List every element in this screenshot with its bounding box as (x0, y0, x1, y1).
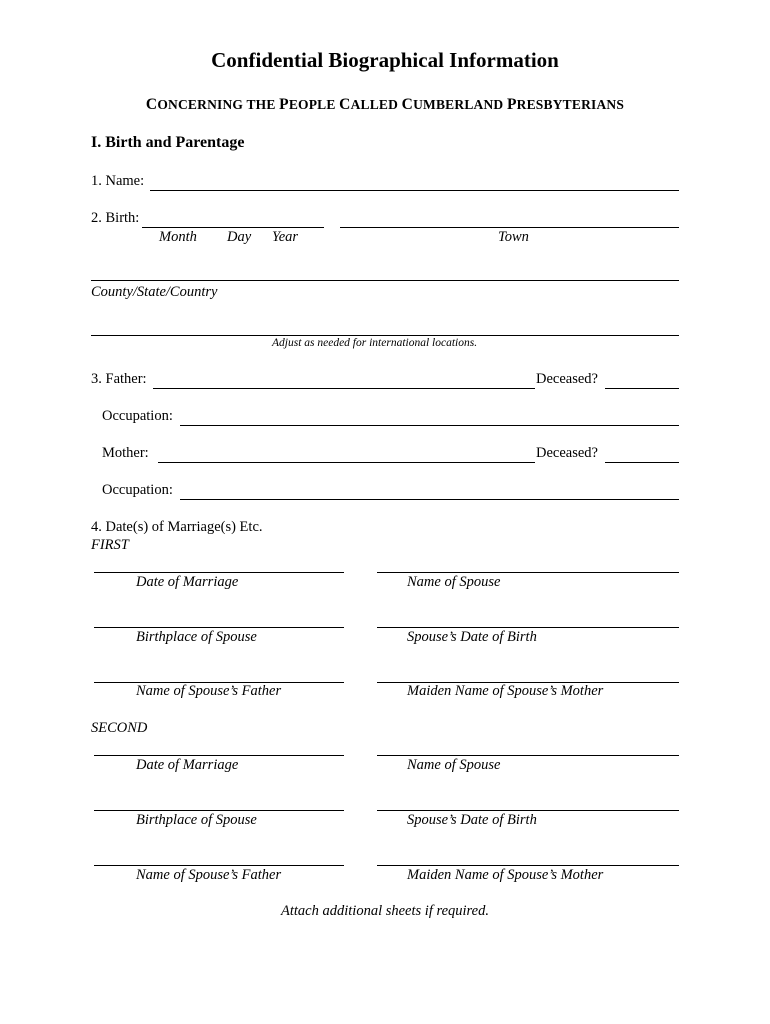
footer-note: Attach additional sheets if required. (281, 903, 489, 919)
second-spouse-father-field[interactable] (94, 849, 344, 866)
subtitle-cap-1: C (145, 96, 158, 113)
subtitle-rest-5: RESBYTERIANS (516, 97, 625, 112)
subtitle-cap-2: P (279, 96, 289, 113)
birth-label: 2. Birth: (91, 210, 140, 226)
birth-year-label: Year (272, 229, 299, 245)
international-note: Adjust as needed for international locations. (272, 337, 478, 349)
subtitle-rest-4: UMBERLAND (413, 97, 507, 112)
second-birthplace-of-spouse-field[interactable] (94, 794, 344, 811)
second-spouse-father-label: Name of Spouse’s Father (136, 867, 282, 883)
mother-name-field[interactable] (158, 446, 535, 463)
second-spouse-mother-label: Maiden Name of Spouse’s Mother (407, 867, 604, 883)
county-state-country-label: County/State/Country (91, 284, 218, 300)
birth-month-label: Month (159, 229, 197, 245)
first-birthplace-of-spouse-field[interactable] (94, 611, 344, 628)
second-date-of-marriage-label: Date of Marriage (136, 757, 239, 773)
father-occupation-field[interactable] (180, 409, 679, 426)
first-spouse-father-field[interactable] (94, 666, 344, 683)
first-spouse-mother-field[interactable] (377, 666, 679, 683)
marriage-label: 4. Date(s) of Marriage(s) Etc. (91, 519, 263, 535)
father-label: 3. Father: (91, 371, 147, 387)
first-date-of-marriage-label: Date of Marriage (136, 574, 239, 590)
birth-town-label: Town (498, 229, 529, 245)
second-marriage-heading: SECOND (91, 720, 148, 736)
birth-town-field[interactable] (340, 211, 679, 228)
subtitle-cap-3: C (339, 96, 351, 113)
name-label: 1. Name: (91, 173, 145, 189)
second-spouse-dob-label: Spouse’s Date of Birth (407, 812, 537, 828)
mother-deceased-field[interactable] (605, 446, 679, 463)
subtitle-rest-2: EOPLE (288, 97, 340, 112)
county-state-country-field[interactable] (91, 264, 679, 281)
second-name-of-spouse-label: Name of Spouse (407, 757, 501, 773)
mother-occupation-label: Occupation: (102, 482, 173, 498)
mother-occupation-field[interactable] (180, 483, 679, 500)
first-name-of-spouse-label: Name of Spouse (407, 574, 501, 590)
birth-date-field[interactable] (142, 211, 324, 228)
father-deceased-field[interactable] (605, 372, 679, 389)
page-title: Confidential Biographical Information (211, 48, 559, 72)
second-spouse-dob-field[interactable] (377, 794, 679, 811)
birth-day-label: Day (227, 229, 252, 245)
first-spouse-father-label: Name of Spouse’s Father (136, 683, 282, 699)
subtitle-rest-3: ALLED (350, 97, 402, 112)
father-occupation-label: Occupation: (102, 408, 173, 424)
first-birthplace-of-spouse-label: Birthplace of Spouse (136, 629, 257, 645)
father-name-field[interactable] (153, 372, 535, 389)
first-spouse-mother-label: Maiden Name of Spouse’s Mother (407, 683, 604, 699)
subtitle-cap-4: C (401, 96, 414, 113)
first-marriage-heading: FIRST (91, 537, 129, 553)
page-subtitle (0, 96, 770, 114)
first-name-of-spouse-field[interactable] (377, 556, 679, 573)
second-date-of-marriage-field[interactable] (94, 739, 344, 756)
second-birthplace-of-spouse-label: Birthplace of Spouse (136, 812, 257, 828)
section-heading: I. Birth and Parentage (91, 134, 245, 151)
subtitle-cap-5: P (506, 96, 517, 113)
father-deceased-label: Deceased? (536, 371, 598, 387)
first-spouse-dob-field[interactable] (377, 611, 679, 628)
mother-label: Mother: (102, 445, 149, 461)
subtitle-rest-1: ONCERNING THE (157, 97, 280, 112)
first-date-of-marriage-field[interactable] (94, 556, 344, 573)
first-spouse-dob-label: Spouse’s Date of Birth (407, 629, 537, 645)
second-name-of-spouse-field[interactable] (377, 739, 679, 756)
international-location-field[interactable] (91, 319, 679, 336)
mother-deceased-label: Deceased? (536, 445, 598, 461)
second-spouse-mother-field[interactable] (377, 849, 679, 866)
name-field[interactable] (150, 174, 679, 191)
